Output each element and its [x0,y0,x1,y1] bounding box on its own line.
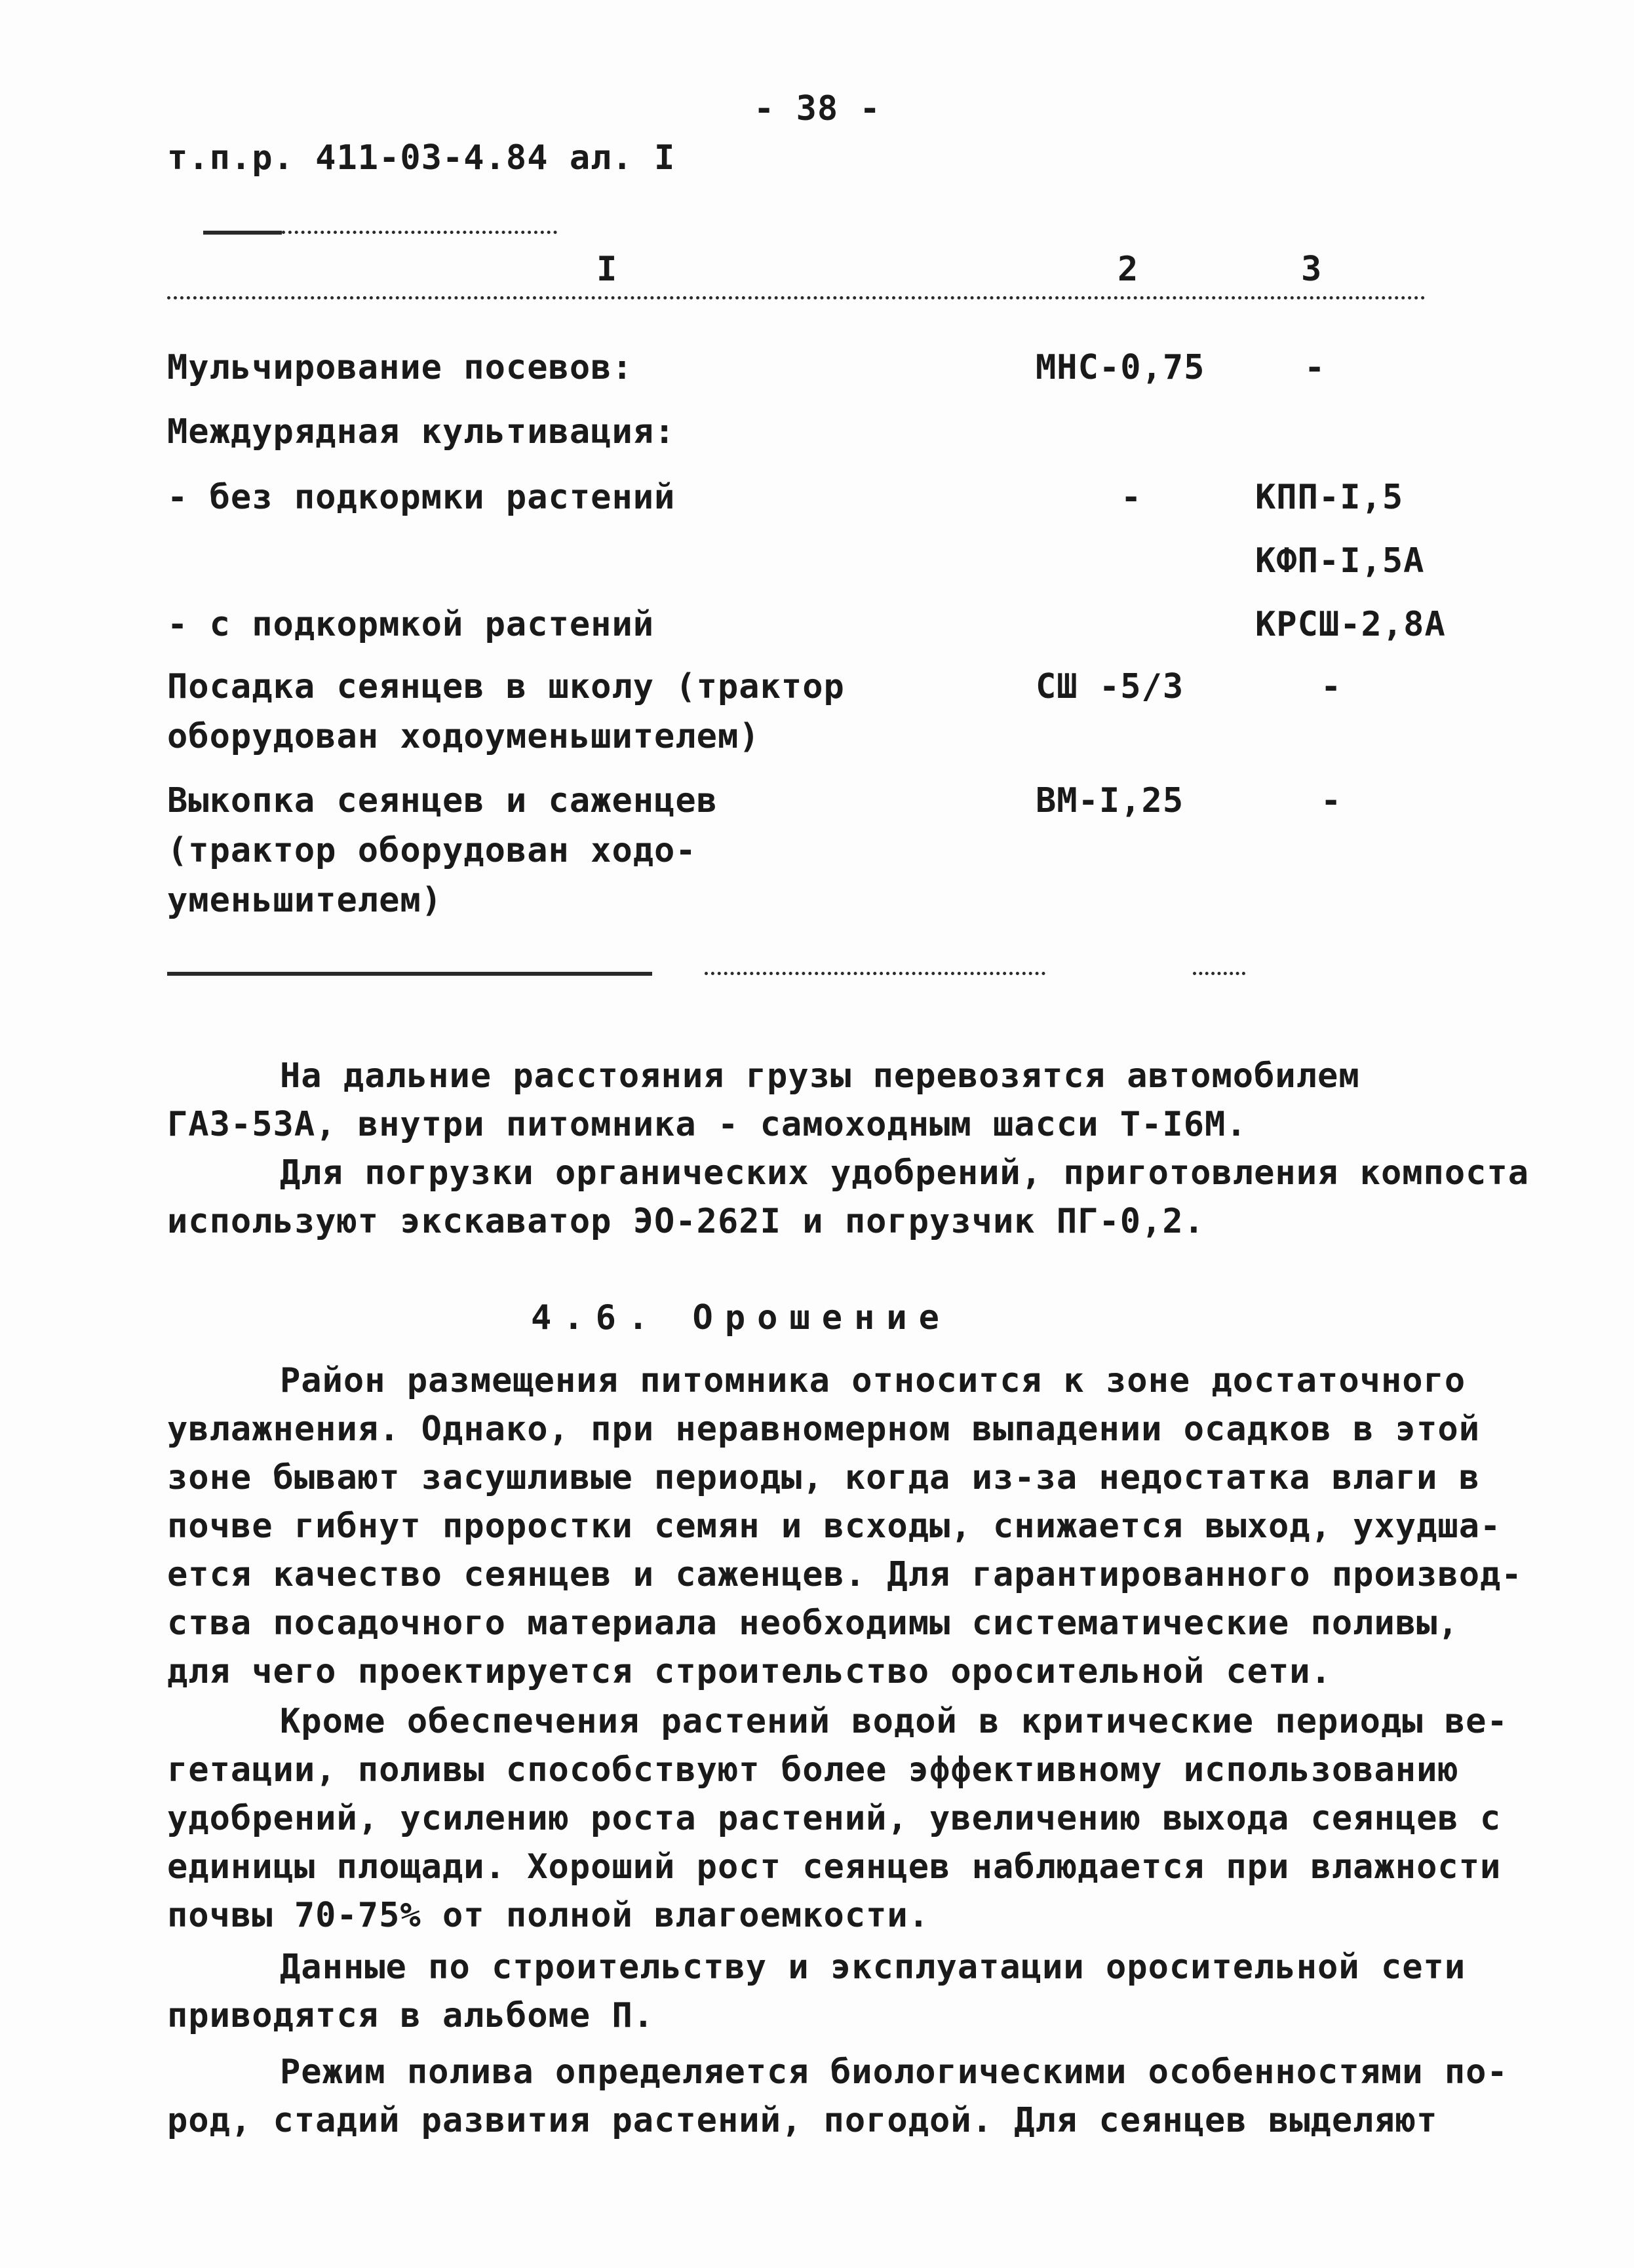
table-bottom-rule-dotted [705,972,1045,975]
text-line: ства посадочного материала необходимы систематические поливы, [167,1604,1459,1643]
text-line: удобрений, усилению роста растений, увеличению выхода сеянцев с [167,1799,1502,1838]
column-heading-2: 2 [1118,250,1139,289]
table-bottom-rule-tail [1193,972,1245,975]
text-line: для чего проектируется строительство оросительной сети. [167,1652,1332,1691]
table-cell-implement: - [1304,348,1326,387]
table-cell-operation: оборудован ходоуменьшителем) [167,717,760,756]
paragraph-watering-regime [167,2048,1508,2145]
text-line: Для погрузки органических удобрений, приготовления компоста [280,1153,1530,1193]
table-cell-machine: МНС-0,75 [1036,348,1205,387]
paragraph-loading [167,1149,1530,1246]
table-top-rule-dotted [282,231,557,234]
document-reference: т.п.р. 411-03-4.84 ал. I [167,138,676,178]
text-line: род, стадий развития растений, погодой. Для сеянцев выделяют [167,2101,1438,2140]
table-cell-operation: уменьшителем) [167,881,442,920]
text-line: Кроме обеспечения растений водой в критические периоды ве- [280,1702,1508,1741]
header-separator-rule [167,296,1426,299]
paragraph-album-reference [167,1943,1478,2040]
table-cell-operation: Междурядная культивация: [167,412,676,452]
text-line: используют экскаватор ЭО-262I и погрузчик ПГ-0,2. [167,1202,1205,1241]
page-number: - 38 - [754,89,881,128]
table-cell-operation: - без подкормки растений [167,478,676,517]
paragraph-irrigation-benefits [167,1697,1508,1940]
table-cell-implement: - [1321,667,1342,706]
table-top-rule [203,231,282,235]
table-cell-operation: Мульчирование посевов: [167,348,633,387]
text-line: увлажнения. Однако, при неравномерном выпадении осадков в этой [167,1410,1481,1449]
text-line: Режим полива определяется биологическими особенностями по- [280,2052,1508,2092]
paragraph-transport [167,1052,1478,1149]
table-cell-implement: КПП-I,5 [1255,478,1404,517]
text-line: Данные по строительству и эксплуатации оросительной сети [280,1948,1466,1987]
table-cell-machine: ВМ-I,25 [1036,781,1184,820]
table-cell-implement: КРСШ-2,8А [1255,605,1446,644]
text-line: почвы 70-75% от полной влагоемкости. [167,1896,930,1935]
table-cell-operation: - с подкормкой растений [167,605,655,644]
section-heading: 4.6. Орошение [531,1298,951,1337]
paragraph-irrigation-need [167,1356,1523,1696]
table-cell-operation: (трактор оборудован ходо- [167,831,697,870]
table-cell-machine: - [1121,478,1142,517]
column-heading-1: I [596,250,618,289]
table-cell-implement: - [1321,781,1342,820]
text-line: единицы площади. Хороший рост сеянцев наблюдается при влажности [167,1847,1502,1887]
text-line: Район размещения питомника относится к зоне достаточного [280,1361,1466,1400]
text-line: приводятся в альбоме П. [167,1996,655,2035]
text-line: почве гибнут проростки семян и всходы, снижается выход, ухудша- [167,1507,1502,1546]
table-cell-machine: СШ -5/3 [1036,667,1184,706]
text-line: ется качество сеянцев и саженцев. Для гарантированного производ- [167,1555,1523,1594]
table-cell-operation: Посадка сеянцев в школу (трактор [167,667,845,706]
table-cell-implement: КФП-I,5А [1255,541,1425,581]
text-line: зоне бывают засушливые периоды, когда из-за недостатка влаги в [167,1458,1481,1497]
text-line: На дальние расстояния грузы перевозятся автомобилем [280,1056,1360,1096]
column-heading-3: 3 [1301,250,1323,289]
table-bottom-rule [167,972,652,976]
text-line: ГАЗ-53А, внутри питомника - самоходным шасси Т-I6М. [167,1105,1247,1144]
table-cell-operation: Выкопка сеянцев и саженцев [167,781,718,820]
text-line: гетации, поливы способствуют более эффективному использованию [167,1750,1459,1790]
